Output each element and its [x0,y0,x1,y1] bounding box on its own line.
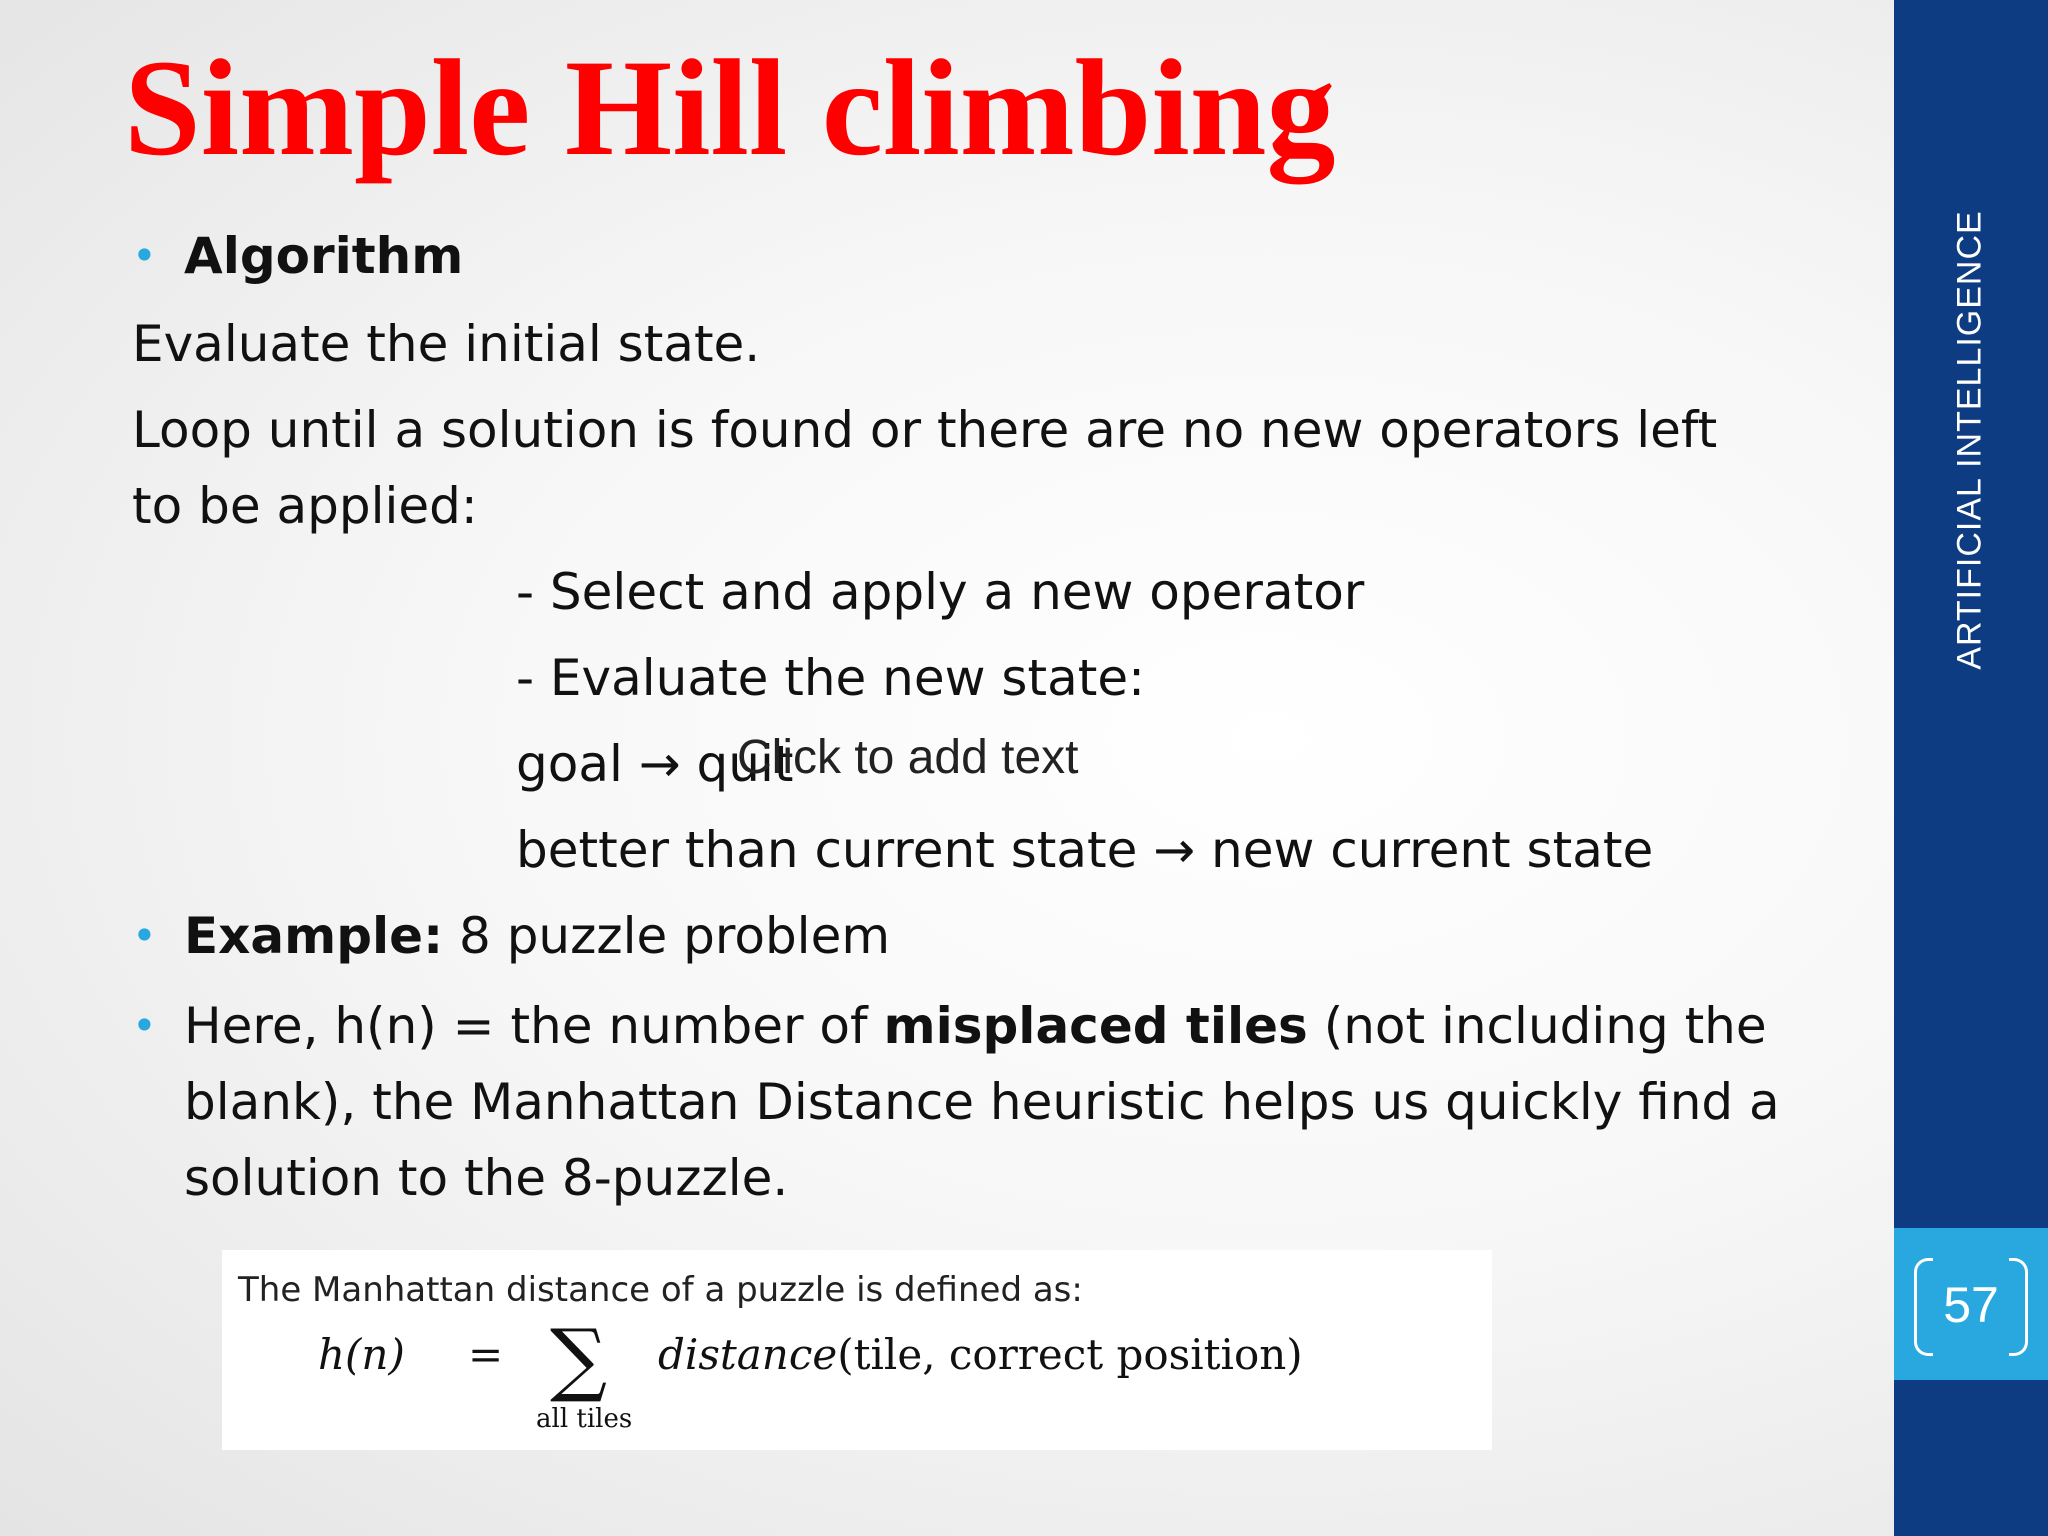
misplaced-tiles-term: misplaced tiles [883,997,1308,1055]
step-evaluate-state: - Evaluate the new state: [516,649,1145,707]
formula-lhs: h(n) [318,1330,405,1379]
manhattan-formula-image [222,1250,1492,1450]
page-number: 57 [1943,1277,1999,1333]
bullet-dot: • [132,1001,157,1050]
paragraph-pre: Here, h(n) = the number of [184,997,884,1055]
paragraph-post: (not including the blank), the Manhattan Distance heuristic helps us quickly find a solution to the 8-puzzle. [184,997,1780,1207]
example-line [184,898,890,974]
step-better-state: better than current state → new current state [516,821,1654,879]
line-loop-second: to be applied: [132,477,478,535]
manhattan-paragraph [184,988,1784,1216]
algorithm-heading: Algorithm [184,227,464,285]
formula-equals: = [468,1330,504,1379]
bullet-dot: • [132,231,157,280]
line-loop-first: Loop until a solution is found or there are no new operators left [132,401,1718,459]
step-select-operator: - Select and apply a new operator [516,563,1365,621]
example-label: Example: [184,907,444,965]
slide-title: Simple Hill climbing [124,31,1336,184]
sigma-subscript: all tiles [536,1404,633,1434]
formula-function: distance [658,1330,838,1379]
sigma-symbol: ∑ [550,1312,608,1405]
add-text-placeholder[interactable]: Click to add text [737,731,1079,784]
formula-arguments: (tile, correct position) [837,1330,1303,1379]
page-number-box [1894,1228,2048,1380]
step-goal-quit: goal → quit [516,735,794,793]
formula-rhs [658,1330,1303,1379]
formula-caption: The Manhattan distance of a puzzle is defined as: [238,1270,1083,1310]
bullet-dot: • [132,911,157,960]
example-text: 8 puzzle problem [443,907,891,965]
line-evaluate-initial: Evaluate the initial state. [132,315,761,373]
sidebar-course-label: ARTIFICIAL INTELLIGENCE [1950,210,1989,670]
